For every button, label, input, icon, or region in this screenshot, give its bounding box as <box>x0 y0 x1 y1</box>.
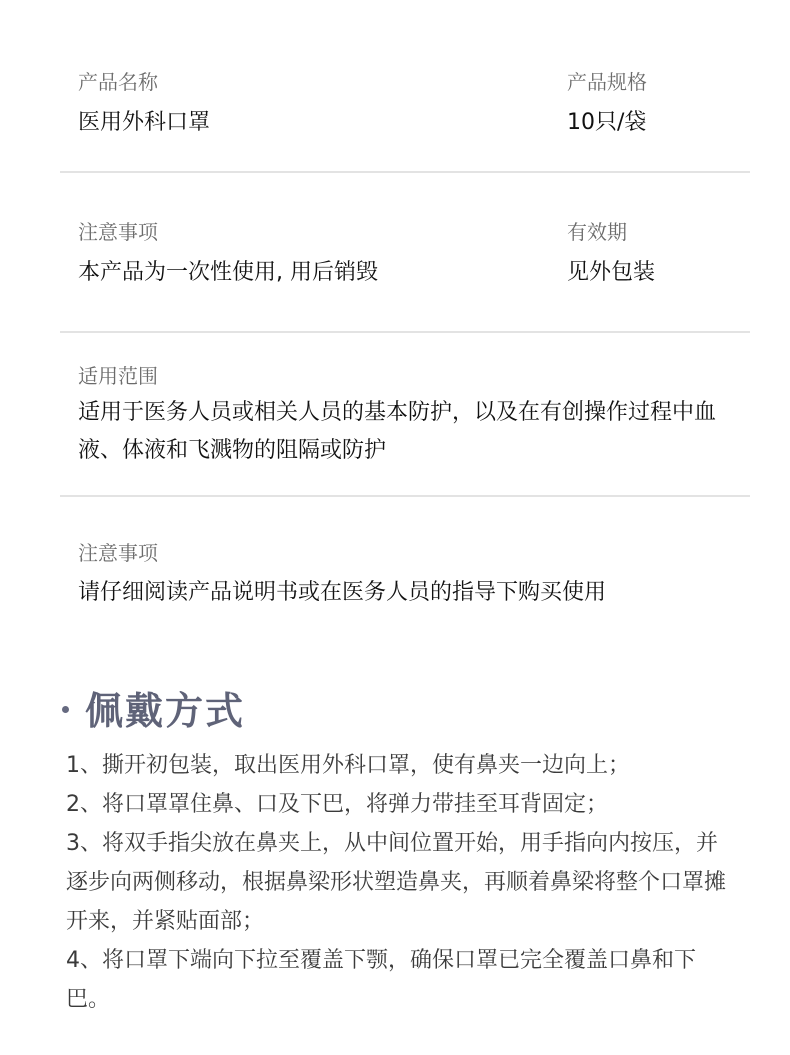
divider <box>60 171 750 173</box>
step-4: 4、将口罩下端向下拉至覆盖下颚，确保口罩已完全覆盖口鼻和下巴。 <box>66 948 696 1012</box>
product-spec-value: 10只/袋 <box>567 110 647 135</box>
wearing-steps <box>66 746 736 1019</box>
bullet-icon <box>62 706 69 713</box>
divider <box>60 331 750 333</box>
divider <box>60 495 750 497</box>
notice2-value: 请仔细阅读产品说明书或在医务人员的指导下购买使用 <box>78 580 607 605</box>
product-spec-label: 产品规格 <box>567 70 647 94</box>
step-1: 1、撕开初包装，取出医用外科口罩，使有鼻夹一边向上； <box>66 753 630 778</box>
step-3: 3、将双手指尖放在鼻夹上，从中间位置开始，用手指向内按压，并逐步向两侧移动，根据鼻梁形状塑造鼻夹，再顺着鼻梁将整个口罩摊开来，并紧贴面部； <box>66 831 727 934</box>
validity-label: 有效期 <box>567 220 627 244</box>
notice-value: 本产品为一次性使用, 用后销毁 <box>78 260 378 285</box>
product-name-label: 产品名称 <box>78 70 158 94</box>
product-name-value: 医用外科口罩 <box>78 110 211 135</box>
scope-value: 适用于医务人员或相关人员的基本防护，以及在有创操作过程中血液、体液和飞溅物的阻隔或防护 <box>78 400 717 463</box>
scope-label: 适用范围 <box>78 364 158 388</box>
wearing-heading <box>62 680 245 735</box>
wearing-title: 佩戴方式 <box>85 689 246 733</box>
notice-label: 注意事项 <box>78 220 158 244</box>
step-2: 2、将口罩罩住鼻、口及下巴，将弹力带挂至耳背固定； <box>66 792 608 817</box>
validity-value: 见外包装 <box>567 260 656 285</box>
notice2-label: 注意事项 <box>78 541 158 565</box>
